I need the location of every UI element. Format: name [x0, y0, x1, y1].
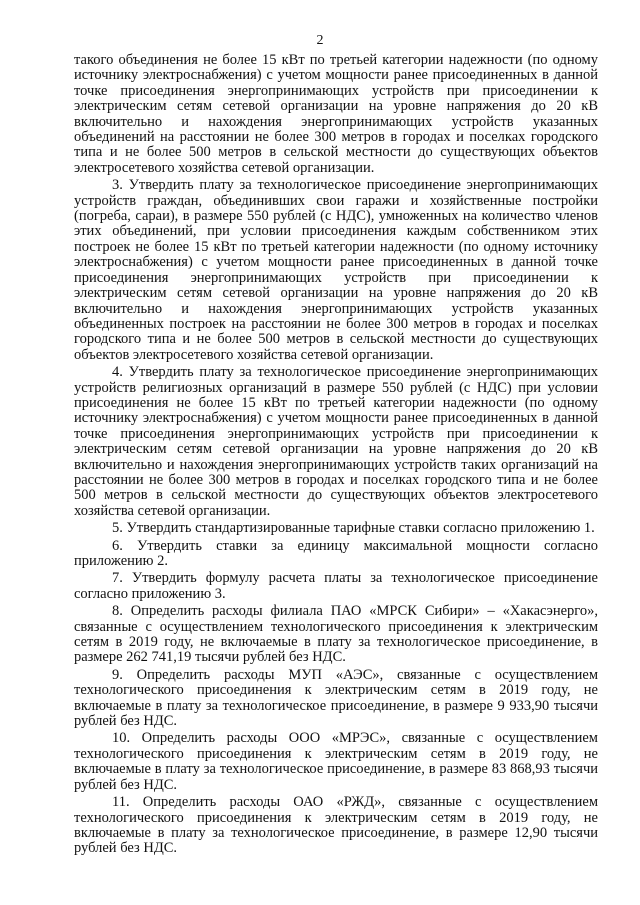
paragraph-item-11: 11. Определить расходы ОАО «РЖД», связанные с осуществлением технологического присоединения к электрическим сетям в 2019 году, не включаемые в плату за технологическое присоединение, в размере 12,90 тысячи рублей без НДС. — [74, 794, 598, 857]
paragraph-item-7: 7. Утвердить формулу расчета платы за технологическое присоединение согласно приложению 3. — [74, 570, 598, 602]
paragraph-item-6: 6. Утвердить ставки за единицу максимальной мощности согласно приложению 2. — [74, 537, 598, 569]
paragraph-continuation: такого объединения не более 15 кВт по третьей категории надежности (по одному источнику электроснабжения) с учетом мощности ранее присоединенных в данной точке присоединения энергопринимающих устройств при присоединении к электрическим сетям сетевой организации на уровне напряжения до 20 кВ включительно и нахождения энергопринимающих устройств указанных объединений на расстоянии не более 300 метров в городах и поселках городского типа и не более 500 метров в сельской местности до существующих объектов электросетевого хозяйства сетевой организации. — [74, 52, 598, 176]
paragraph-item-5: 5. Утвердить стандартизированные тарифные ставки согласно приложению 1. — [112, 520, 595, 537]
paragraph-item-9: 9. Определить расходы МУП «АЭС», связанные с осуществлением технологического присоединения к электрическим сетям в 2019 году, не включаемые в плату за технологическое присоединение, в размере 9 933,90 тысячи рублей без НДС. — [74, 666, 598, 730]
paragraph-item-8: 8. Определить расходы филиала ПАО «МРСК Сибири» – «Хакасэнерго», связанные с осуществлением технологического присоединения к электрическим сетям в 2019 году, не включаемые в плату за технологическое присоединение, в размере 262 741,19 тысячи рублей без НДС. — [74, 603, 598, 666]
paragraph-item-3: 3. Утвердить плату за технологическое присоединение энергопринимающих устройств граждан, объединивших свои гаражи и хозяйственные постройки (погреба, сараи), в размере 550 рублей (с НДС), умноженных на количество членов этих объединений, при условии присоединения каждым собственником этих построек не более 15 кВт по третьей категории надежности (по одному источнику электроснабжения) с учетом мощности ранее присоединенных в данной точке присоединения энергопринимающих устройств при присоединении к электрическим сетям сетевой организации на уровне напряжения до 20 кВ включительно и нахождения энергопринимающих устройств указанных объединенных построек на расстоянии не более 300 метров в городах и поселках городского типа и не более 500 метров в сельской местности до существующих объектов электросетевого хозяйства сетевой организации. — [74, 177, 598, 363]
paragraph-item-10: 10. Определить расходы ООО «МРЭС», связанные с осуществлением технологического присоединения к электрическим сетям в 2019 году, не включаемые в плату за технологическое присоединение, в размере 83 868,93 тысячи рублей без НДС. — [74, 730, 598, 793]
page-number: 2 — [316, 33, 324, 48]
paragraph-item-4: 4. Утвердить плату за технологическое присоединение энергопринимающих устройств религиозных организаций в размере 550 рублей (с НДС) при условии присоединения не более 15 кВт по третьей категории надежности (по одному источнику электроснабжения) с учетом мощности ранее присоединенных в данной точке присоединения энергопринимающих устройств при присоединении к электрическим сетям сетевой организации на уровне напряжения до 20 кВ включительно и нахождения энергопринимающих устройств таких организаций на расстоянии не более 300 метров в городах и поселках городского типа и не более 500 метров в сельской местности до существующих объектов электросетевого хозяйства сетевой организации. — [74, 364, 598, 519]
document-body — [74, 53, 598, 857]
